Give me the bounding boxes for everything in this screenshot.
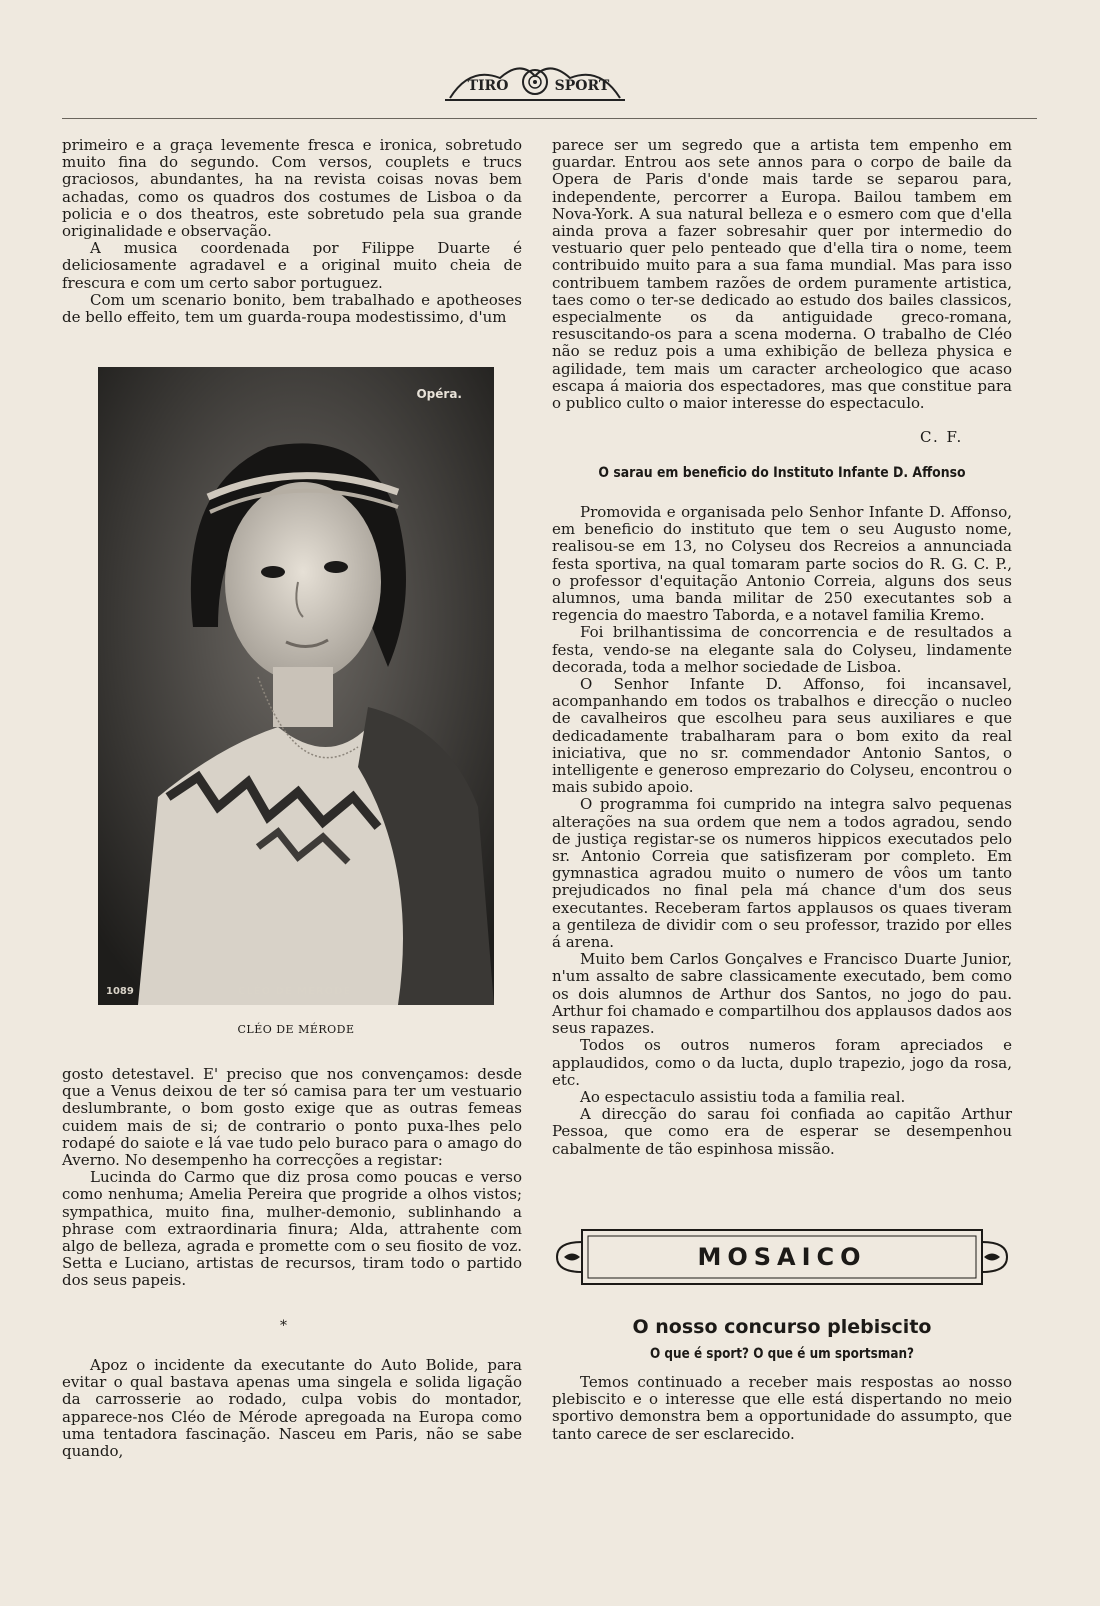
portrait-illustration [98, 367, 494, 1005]
left-column-apoz [62, 1357, 522, 1460]
photo-corner-label: Opéra. [416, 387, 462, 401]
article-signature: C. F. [920, 428, 964, 446]
paragraph: Ao espectaculo assistiu toda a familia real. [580, 1087, 906, 1106]
right-column-top [552, 137, 1012, 412]
paragraph: primeiro e a graça levemente fresca e ironica, sobretudo muito fina do segundo. Com versos, couplets e trucs graciosos, abundantes, ha na revista coisas novas bem achadas, como os quadros dos costumes de Lisboa o da policia e o dos theatros, este sobretudo pela sua grande originalidade e observação. [62, 136, 522, 241]
paragraph: O Senhor Infante D. Affonso, foi incansavel, acompanhando em todos os trabalhos e direcção o nucleo de cavalheiros que escolheu para seus auxiliares e que dedicadamente trabalharam para o bom exito da real iniciativa, que no sr. commendador Antonio Santos, o intelligente e generoso emprezario do Colyseu, encontrou o mais subido apoio. [552, 675, 1012, 797]
paragraph: Com um scenario bonito, bem trabalhado e apotheoses de bello effeito, tem um guarda-roupa modestissimo, d'um [62, 290, 522, 327]
paragraph: Temos continuado a receber mais respostas ao nosso plebiscito e o interesse que elle está dispertando no meio sportivo demonstra bem a opportunidade do assumpto, que tanto carece de ser esclarecido. [552, 1373, 1012, 1443]
photo-plate-name: CLÉO DE MÉRODE [238, 986, 352, 997]
svg-text:TIRO: TIRO [467, 78, 509, 94]
mosaico-banner [552, 1222, 1012, 1292]
paragraph: A musica coordenada por Filippe Duarte é deliciosamente agradavel e a original muito cheia de frescura e com um certo sabor portuguez. [62, 239, 522, 292]
section-separator: * [280, 1318, 287, 1334]
concurso-subheading: O que é sport? O que é um sportsman? [649, 1346, 915, 1362]
photo-plate-number: 1089 [106, 986, 134, 997]
paragraph: Todos os outros numeros foram apreciados e applaudidos, como o da lucta, duplo trapezio, jogo da rosa, etc. [552, 1036, 1012, 1089]
masthead-logo [440, 58, 630, 106]
sarau-article [552, 504, 1012, 1158]
masthead-ornament [440, 58, 630, 106]
svg-text:SPORT: SPORT [554, 78, 610, 94]
paragraph: Apoz o incidente da executante do Auto Bolide, para evitar o qual bastava apenas uma singela e solida ligação da carrosserie ao rodado, culpa vobis do montador, apparece-nos Cléo de Mérode apregoada na Europa como uma tentadora fascinação. Nasceu em Paris, não se sabe quando, [62, 1356, 522, 1461]
paragraph: Muito bem Carlos Gonçalves e Francisco Duarte Junior, n'um assalto de sabre classicamente executado, bem como os dois alumnos de Arthur dos Santos, no jogo do pau. Arthur foi chamado e compartilhou dos applausos dados aos seus rapazes. [552, 950, 1012, 1038]
left-column-top [62, 137, 522, 326]
concurso-heading: O nosso concurso plebiscito [632, 1316, 932, 1338]
paragraph: Foi brilhantissima de concorrencia e de resultados a festa, vendo-se na elegante sala do Colyseu, lindamente decorada, toda a melhor sociedade de Lisboa. [552, 623, 1012, 676]
paragraph: A direcção do sarau foi confiada ao capitão Arthur Pessoa, que como era de esperar se desempenhou cabalmente de tão espinhosa missão. [552, 1105, 1012, 1158]
paragraph: Promovida e organisada pelo Senhor Infante D. Affonso, em beneficio do instituto que tem o seu Augusto nome, realisou-se em 13, no Colyseu dos Recreios a annunciada festa sportiva, na qual tomaram parte socios do R. G. C. P., o professor d'equitação Antonio Correia, alguns dos seus alumnos, uma banda militar de 250 executantes sob a regencia do maestro Taborda, e a notavel familia Kremo. [552, 503, 1012, 625]
sarau-heading: O sarau em beneficio do Instituto Infante D. Affonso [598, 465, 966, 481]
concurso-article [552, 1374, 1012, 1443]
paragraph: parece ser um segredo que a artista tem empenho em guardar. Entrou aos sete annos para o corpo de baile da Opera de Paris d'onde mais tarde se separou para, independente, percorrer a Europa. Bailou tambem em Nova-York. A sua natural belleza e o esmero com que d'ella ainda prova a fazer sobresahir quer por intermedio do vestuario quer pelo penteado que d'ella tira o nome, teem contribuido muito para a sua fama mundial. Mas para isso contribuem tambem razões de ordem puramente artistica, taes como o ter-se dedicado ao estudo dos bailes classicos, especialmente os da antiguidade greco-romana, resuscitando-os para a scena moderna. O trabalho de Cléo não se reduz pois a uma exhibição de belleza physica e agilidade, tem mais um caracter archeologico que acaso escapa á maioria dos espectadores, mas que constitue para o publico culto o maior interesse do espectaculo. [552, 136, 1012, 413]
portrait-photo [98, 367, 494, 1005]
left-column-bottom [62, 1066, 522, 1290]
paragraph: gosto detestavel. E' preciso que nos convençamos: desde que a Venus deixou de ter só camisa para ter um vestuario deslumbrante, o bom gosto exige que as outras femeas cuidem mais de si; de contrario o ponto puxa-lhes pelo rodapé do saiote e lá vae tudo pelo buraco para o amago do Averno. No desempenho ha correcções a registar: [62, 1065, 522, 1170]
paragraph: O programma foi cumprido na integra salvo pequenas alterações na sua ordem que nem a todos agradou, sendo de justiça registar-se os numeros hippicos executados pelo sr. Antonio Correia que satisfizeram por completo. Em gymnastica agradou muito o numero de vôos um tanto prejudicados no final pela má chance d'um dos seus executantes. Receberam fartos applausos os quaes tiveram a gentileza de dividir com o seu professor, trazido por elles á arena. [552, 795, 1012, 952]
photo-caption: CLÉO DE MÉRODE [237, 1023, 355, 1036]
mosaico-title: MOSAICO [697, 1243, 867, 1271]
header-rule [62, 118, 1037, 119]
paragraph: Lucinda do Carmo que diz prosa como poucas e verso como nenhuma; Amelia Pereira que progride a olhos vistos; sympathica, muito fina, mulher-demonio, sublinhando a phrase com extraordinaria finura; Alda, attrahente com algo de belleza, agrada e promette com o seu fiosito de voz. Setta e Luciano, artistas de recursos, tiram todo o partido dos seus papeis. [62, 1168, 522, 1290]
